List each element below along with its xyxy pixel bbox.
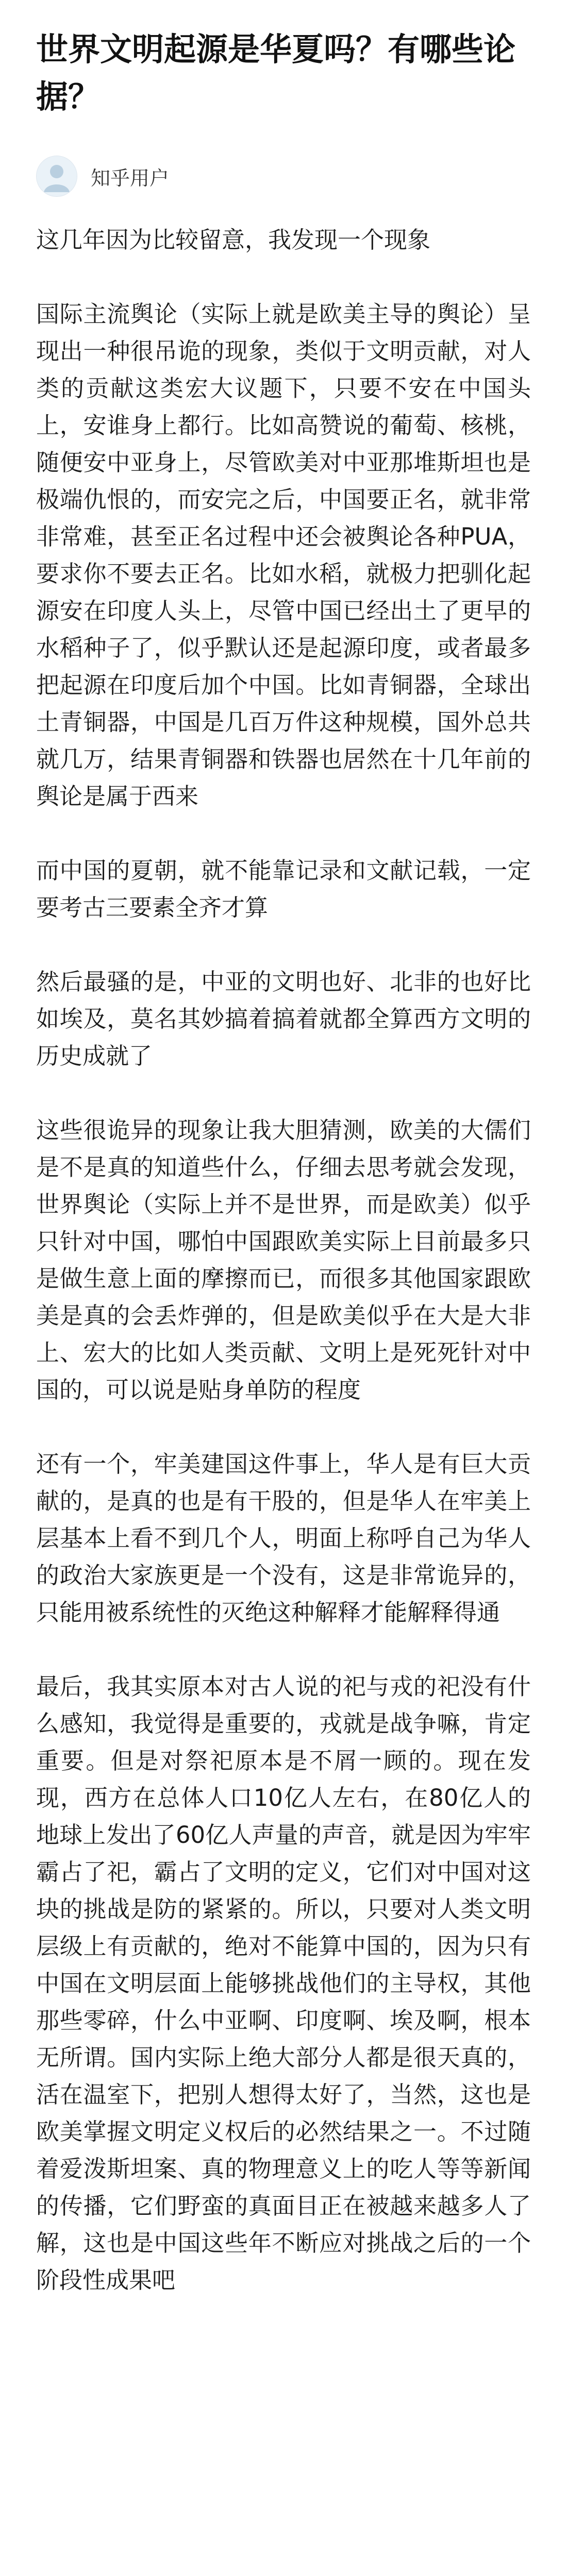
- answer-paragraph: 而中国的夏朝，就不能靠记录和文献记载，一定要考古三要素全齐才算: [36, 857, 531, 921]
- default-avatar-icon: [36, 156, 77, 197]
- answer-paragraph: 最后，我其实原本对古人说的祀与戎的祀没有什么感知，我觉得是重要的，戎就是战争嘛，肯定重要。但是对祭祀原本是不屑一顾的。现在发现，西方在总体人口10亿人左右，在80亿人的地球上发出了60亿人声量的声音，就是因为牢牢霸占了祀，霸占了文明的定义，它们对中国对这块的挑战是防的紧紧的。所以，只要对人类文明层级上有贡献的，绝对不能算中国的，因为只有中国在文明层面上能够挑战他们的主导权，其他那些零碎，什么中亚啊、印度啊、埃及啊，根本无所谓。国内实际上绝大部分人都是很天真的，活在温室下，把别人想得太好了，当然，这也是欧美掌握文明定义权后的必然结果之一。不过随着爱泼斯坦案、真的物理意义上的吃人等等新闻的传播，它们野蛮的真面目正在被越来越多人了解，这也是中国这些年不断应对挑战之后的一个阶段性成果吧: [36, 1673, 531, 2294]
- author-name[interactable]: 知乎用户: [91, 166, 170, 190]
- answer-paragraph: 这几年因为比较留意，我发现一个现象: [36, 226, 431, 253]
- answer-paragraph: 然后最骚的是，中亚的文明也好、北非的也好比如埃及，莫名其妙搞着搞着就都全算西方文明的历史成就了: [36, 968, 531, 1070]
- answer-paragraph: 还有一个，牢美建国这件事上，华人是有巨大贡献的，是真的也是有干股的，但是华人在牢美上层基本上看不到几个人，明面上称呼自己为华人的政治大家族更是一个没有，这是非常诡异的，只能用被系统性的灭绝这种解释才能解释得通: [36, 1450, 531, 1626]
- answer-paragraph: 这些很诡异的现象让我大胆猜测，欧美的大儒们是不是真的知道些什么，仔细去思考就会发现，世界舆论（实际上并不是世界，而是欧美）似乎只针对中国，哪怕中国跟欧美实际上目前最多只是做生意上面的摩擦而已，而很多其他国家跟欧美是真的会丢炸弹的，但是欧美似乎在大是大非上、宏大的比如人类贡献、文明上是死死针对中国的，可以说是贴身单防的程度: [36, 1116, 531, 1403]
- answer-paragraph: 国际主流舆论（实际上就是欧美主导的舆论）呈现出一种很吊诡的现象，类似于文明贡献，对人类的贡献这类宏大议题下，只要不安在中国头上，安谁身上都行。比如高赞说的葡萄、核桃，随便安中亚身上，尽管欧美对中亚那堆斯坦也是极端仇恨的，而安完之后，中国要正名，就非常非常难，甚至正名过程中还会被舆论各种PUA，要求你不要去正名。比如水稻，就极力把驯化起源安在印度人头上，尽管中国已经出土了更早的水稻种子了，似乎默认还是起源印度，或者最多把起源在印度后加个中国。比如青铜器，全球出土青铜器，中国是几百万件这种规模，国外总共就几万，结果青铜器和铁器也居然在十几年前的舆论是属于西来: [36, 300, 531, 810]
- author-row[interactable]: [36, 155, 169, 198]
- question-title: 世界文明起源是华夏吗？有哪些论据？: [36, 30, 516, 115]
- answer-body: [36, 222, 531, 2336]
